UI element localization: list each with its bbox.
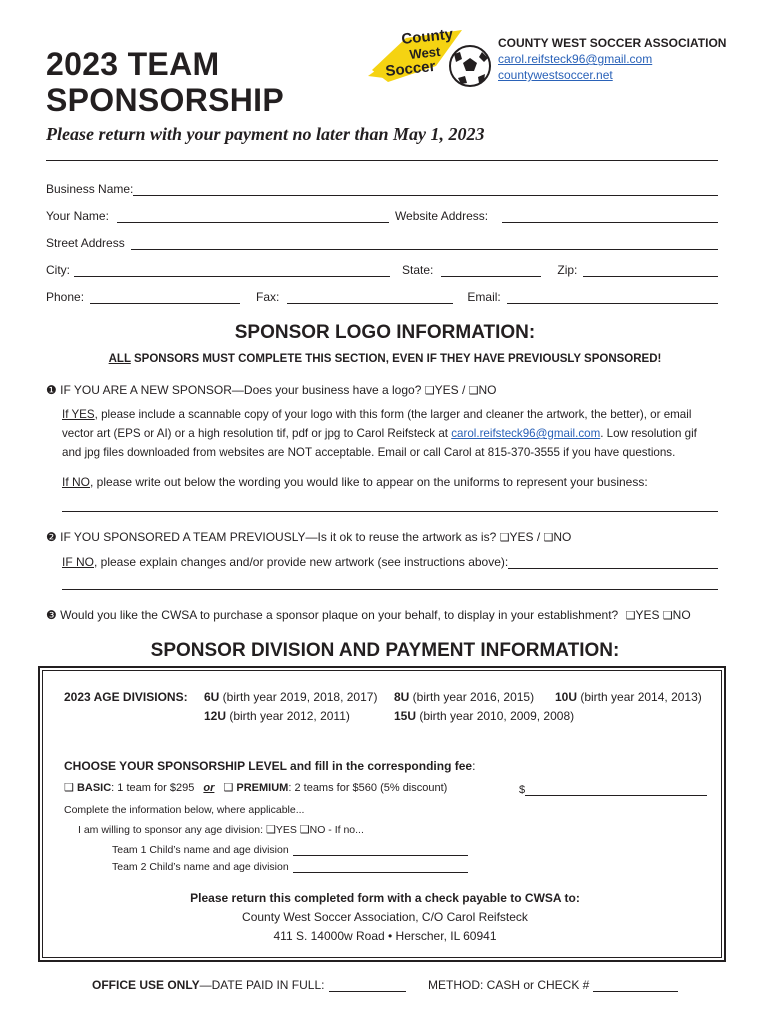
return-address-line-1: County West Soccer Association, C/O Carol Reifsteck [242,910,528,924]
willing-row [78,823,364,836]
street-row [46,234,718,250]
q2-if-no-text: , please explain changes and/or provide new artwork (see instructions above): [94,555,509,569]
org-name: COUNTY WEST SOCCER ASSOCIATION [498,36,727,50]
choose-level-text: CHOOSE YOUR SPONSORSHIP LEVEL and fill in the corresponding fee [64,759,473,773]
q2-changes-field-2[interactable] [62,589,718,590]
return-deadline: Please return with your payment no later than May 1, 2023 [46,124,485,144]
email-label: Email: [467,290,501,304]
team2-row [112,857,468,873]
checkbox-icon[interactable]: ❑ [64,782,74,794]
if-yes-text-3: . Low resolution gif [600,427,697,440]
org-email-link[interactable]: carol.reifsteck96@gmail.com [498,52,653,66]
question-2: ❷ IF YOU SPONSORED A TEAM PREVIOUSLY—Is it ok to reuse the artwork as is? ❑YES / ❑NO [46,528,571,548]
team2-label: Team 2 Child’s name and age division [112,861,289,873]
division-section-heading: SPONSOR DIVISION AND PAYMENT INFORMATION: [150,640,620,661]
checkbox-icon[interactable]: ❑ [223,782,234,794]
soccer-ball-icon [450,46,490,86]
street-field[interactable] [131,237,718,250]
logo-section-notice [0,353,770,365]
method-row [428,976,678,992]
div-12u-years: (birth year 2012, 2011) [226,709,350,723]
div-6u-years: (birth year 2019, 2018, 2017) [219,690,378,704]
logo-text-county: County [400,26,454,48]
fax-label: Fax: [256,290,280,304]
q1-number: ❶ [46,383,57,397]
your-name-label: Your Name: [46,209,109,223]
logo-section-heading: SPONSOR LOGO INFORMATION: [234,322,536,343]
q1-text: IF YOU ARE A NEW SPONSOR—Does your business have a logo? [60,383,422,397]
q2-changes-field[interactable] [508,556,718,569]
team1-row [112,840,468,856]
checkbox-icon[interactable]: ❑ [543,532,554,544]
q1-no-label: NO [478,383,497,397]
phone-label: Phone: [46,290,85,304]
complete-info-text: Complete the information below, where applicable... [64,804,305,816]
checkbox-icon[interactable]: ❑ [299,824,310,836]
basic-text: : 1 team for $295 [111,782,195,794]
choose-level-colon: : [472,759,476,773]
division-10u [555,690,702,704]
business-name-field[interactable] [133,183,718,196]
div-10u-years: (birth year 2014, 2013) [577,690,702,704]
checkbox-icon[interactable]: ❑ [424,385,435,397]
check-number-field[interactable] [593,979,678,992]
fee-field[interactable] [525,783,707,796]
q3-no-label: NO [672,608,691,622]
fax-field[interactable] [287,291,453,304]
checkbox-icon[interactable]: ❑ [499,532,510,544]
division-12u [204,709,350,723]
zip-field[interactable] [583,264,718,277]
logo-text-west: West [408,43,441,62]
div-6u-name: 6U [204,690,220,704]
basic-label: BASIC [76,782,112,794]
if-no-instructions [62,473,648,492]
willing-no: NO - If no... [309,824,364,836]
div-12u-name: 12U [204,709,227,723]
division-15u [394,709,574,723]
org-logo [366,26,492,94]
q2-if-no-label: IF NO [62,555,94,569]
carol-email-link[interactable]: carol.reifsteck96@gmail.com [451,427,601,440]
team2-field[interactable] [293,860,468,873]
q2-text: IF YOU SPONSORED A TEAM PREVIOUSLY—Is it ok to reuse the artwork as is? [60,530,497,544]
email-field[interactable] [507,291,718,304]
name-website-row [46,207,718,223]
title-line-2: SPONSORSHIP [46,82,285,118]
phone-fax-email-row [46,288,718,304]
div-15u-years: (birth year 2010, 2009, 2008) [416,709,575,723]
city-label: City: [46,263,70,277]
if-yes-text-1: , please include a scannable copy of your logo with this form (the larger and cleaner the artwork, the better), or email [94,408,692,421]
date-paid-label: —DATE PAID IN FULL: [199,978,325,992]
q2-no-label: NO [553,530,572,544]
notice-all: ALL [108,353,131,365]
org-website-link[interactable]: countywestsoccer.net [498,68,613,82]
website-field[interactable] [502,210,718,223]
fee-row [519,780,707,796]
q2-if-no-row [62,553,718,569]
checkbox-icon[interactable]: ❑ [265,824,276,836]
choose-level-heading [64,759,475,773]
return-instructions: Please return this completed form with a check payable to CWSA to: [190,891,580,905]
logo-text-soccer: Soccer [384,57,437,80]
date-paid-field[interactable] [329,979,407,992]
phone-field[interactable] [90,291,240,304]
return-address-line-2: 411 S. 14000w Road • Herscher, IL 60941 [273,929,497,943]
notice-rest: SPONSORS MUST COMPLETE THIS SECTION, EVEN IF THEY HAVE PREVIOUSLY SPONSORED! [130,353,662,365]
header-divider [46,160,718,161]
logo-wording-field[interactable] [62,511,718,512]
if-no-text: , please write out below the wording you would like to appear on the uniforms to represent your business: [90,475,648,489]
div-15u-name: 15U [394,709,417,723]
state-label: State: [402,263,434,277]
q3-yes-label: YES [635,608,660,622]
zip-label: Zip: [557,263,578,277]
sponsorship-options [64,781,447,794]
team1-label: Team 1 Child’s name and age division [112,844,289,856]
age-divisions-label: 2023 AGE DIVISIONS: [64,690,188,704]
premium-text: : 2 teams for $560 (5% discount) [288,782,448,794]
if-no-label: If NO [62,475,91,489]
checkbox-icon[interactable]: ❑ [468,385,479,397]
org-info [498,35,726,83]
title-line-1: 2023 TEAM [46,46,220,82]
office-use-row [92,976,406,992]
div-8u-name: 8U [394,690,410,704]
willing-text: I am willing to sponsor any age division: [78,824,264,836]
your-name-field[interactable] [117,210,389,223]
q3-text: Would you like the CWSA to purchase a sponsor plaque on your behalf, to display in your establishment? [60,608,619,622]
question-3 [46,606,691,626]
division-6u [204,690,377,704]
q3-number: ❸ [46,608,57,622]
fee-dollar: $ [519,784,526,796]
question-1: ❶ IF YOU ARE A NEW SPONSOR—Does your business have a logo? ❑YES / ❑NO [46,381,497,401]
willing-yes: YES [275,824,297,836]
checkbox-icon[interactable]: ❑ [662,610,673,622]
city-state-zip-row [46,261,718,277]
q1-yes-label: YES [434,383,459,397]
if-yes-label: If YES [62,408,95,421]
checkbox-icon[interactable]: ❑ [625,610,636,622]
q2-yes-label: YES [509,530,534,544]
office-use-label: OFFICE USE ONLY [92,978,200,992]
div-8u-years: (birth year 2016, 2015) [409,690,535,704]
if-yes-text-2: vector art (EPS or AI) or a high resolution tif, pdf or jpg to Carol Reifsteck at [62,427,452,440]
business-name-row [46,180,718,196]
q2-number: ❷ [46,530,57,544]
method-label: METHOD: CASH or CHECK # [428,978,590,992]
city-field[interactable] [74,264,390,277]
team1-field[interactable] [293,843,468,856]
division-8u [394,690,534,704]
website-label: Website Address: [394,209,489,223]
state-field[interactable] [441,264,541,277]
page-title [46,46,284,118]
or-text: or [203,782,215,794]
if-yes-text-4: and jpg files downloaded from websites are NOT acceptable. Email or call Carol at 815-370-3555 if you have questions. [62,446,676,459]
div-10u-name: 10U [555,690,578,704]
if-yes-instructions [62,405,722,462]
street-label: Street Address [46,236,125,250]
business-name-label: Business Name: [46,182,134,196]
premium-label: PREMIUM [236,782,289,794]
